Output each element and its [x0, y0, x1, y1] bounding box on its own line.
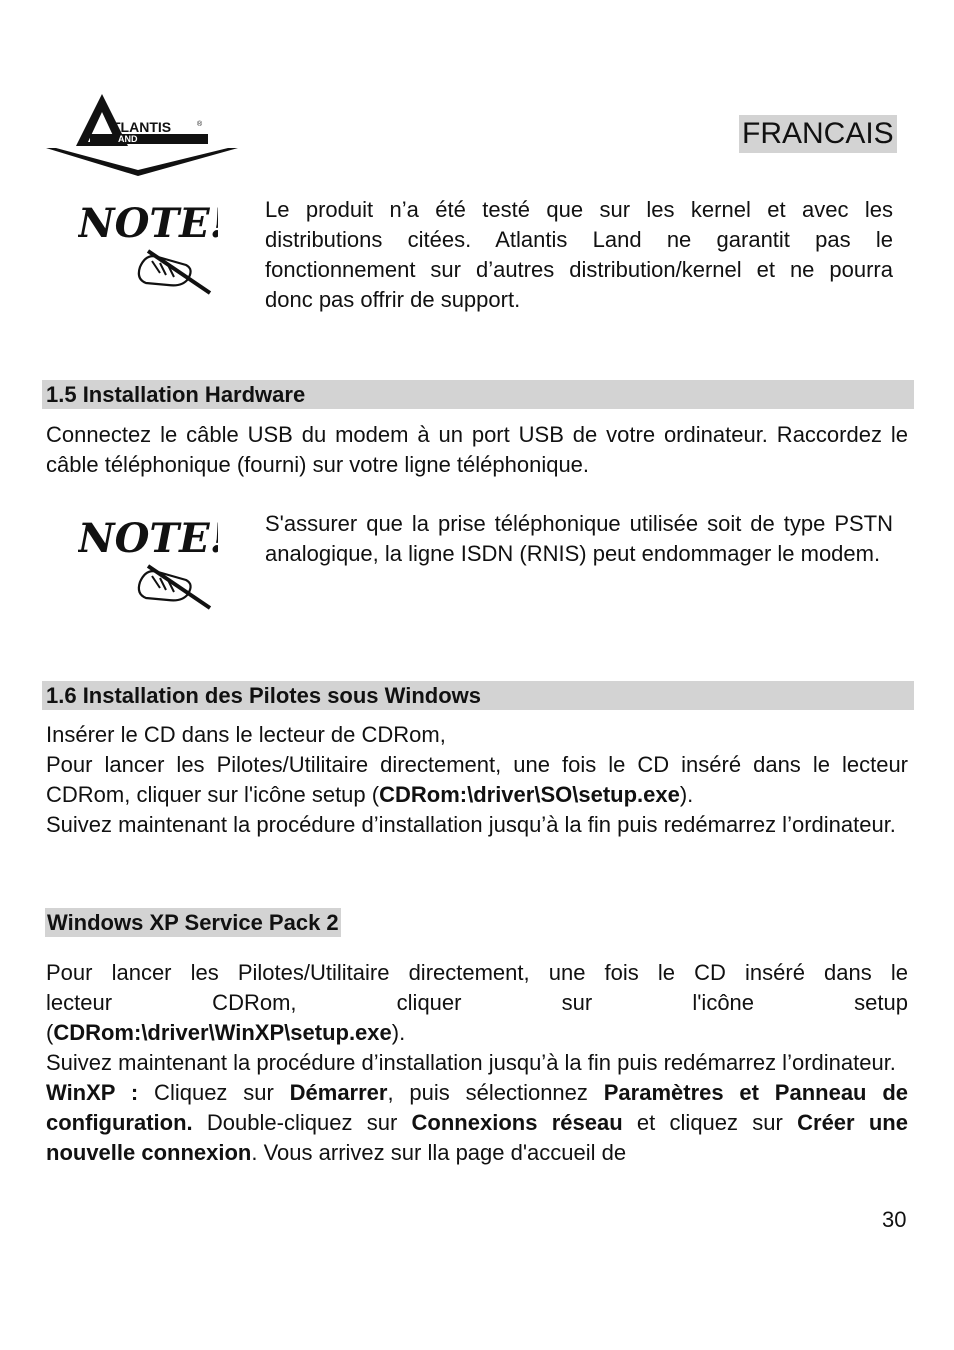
winxp-sp2-body — [46, 958, 908, 1168]
atlantis-land-logo — [42, 90, 242, 182]
follow-procedure-paragraph: Suivez maintenant la procédure d’installation jusqu’à la fin puis redémarrez l’ordinateur. — [46, 812, 896, 837]
note-text-pstn: S'assurer que la prise téléphonique utilisée soit de type PSTN analogique, la ligne ISDN (RNIS) peut endommager le modem. — [265, 511, 893, 566]
section-header-installation-pilotes: 1.6 Installation des Pilotes sous Windows — [42, 681, 914, 710]
sub-header-winxp-sp2: Windows XP Service Pack 2 — [47, 910, 339, 935]
section-header-installation-hardware: 1.5 Installation Hardware — [42, 380, 914, 409]
page-number: 30 — [882, 1207, 907, 1232]
winxp-setup-path: CDRom:\driver\WinXP\setup.exe — [53, 1020, 392, 1045]
note-pen-icon — [78, 510, 218, 610]
launch-line-2: lecteur CDRom, cliquer sur l'icône setup — [46, 990, 908, 1015]
note-text-kernel: Le produit n’a été testé que sur les kernel et avec les distributions citées. Atlantis Land ne garantit pas le fonctionnement sur d’autres distribution/kernel et ne pourra donc pas offrir de support. — [265, 197, 893, 312]
winxp-follow-procedure: Suivez maintenant la procédure d’installation jusqu’à la fin puis redémarrez l’ordinateur. — [46, 1050, 896, 1075]
language-label: FRANCAIS — [739, 115, 897, 153]
svg-text:®: ® — [197, 121, 203, 128]
svg-text:NOTE!: NOTE! — [78, 200, 218, 247]
svg-text:TLANTIS: TLANTIS — [112, 119, 172, 135]
winxp-setup-path-line: (CDRom:\driver\WinXP\setup.exe). — [46, 1020, 406, 1045]
note-pen-icon — [78, 195, 218, 295]
winxp-instructions: WinXP : Cliquez sur Démarrer, puis sélectionnez Paramètres et Panneau de configuration. Double-cliquez sur Connexions réseau et cliquez sur Créer une nouvelle connexion. Vous arrivez sur lla page d'accueil de — [46, 1080, 908, 1165]
launch-setup-paragraph: Pour lancer les Pilotes/Utilitaire directement, une fois le CD inséré dans le lecteur CDRom, cliquer sur l'icône setup (CDRom:\driver\SO\setup.exe). — [46, 752, 908, 807]
svg-text:NOTE!: NOTE! — [78, 515, 218, 562]
launch-line-1: Pour lancer les Pilotes/Utilitaire directement, une fois le CD inséré dans le — [46, 960, 908, 985]
section-1-6-body — [46, 720, 908, 840]
svg-text:AND: AND — [118, 134, 138, 144]
paragraph-usb-connection: Connectez le câble USB du modem à un port USB de votre ordinateur. Raccordez le câble téléphonique (fourni) sur votre ligne téléphonique. — [46, 422, 908, 477]
setup-path: CDRom:\driver\SO\setup.exe — [379, 782, 680, 807]
insert-cd-line: Insérer le CD dans le lecteur de CDRom, — [46, 722, 446, 747]
